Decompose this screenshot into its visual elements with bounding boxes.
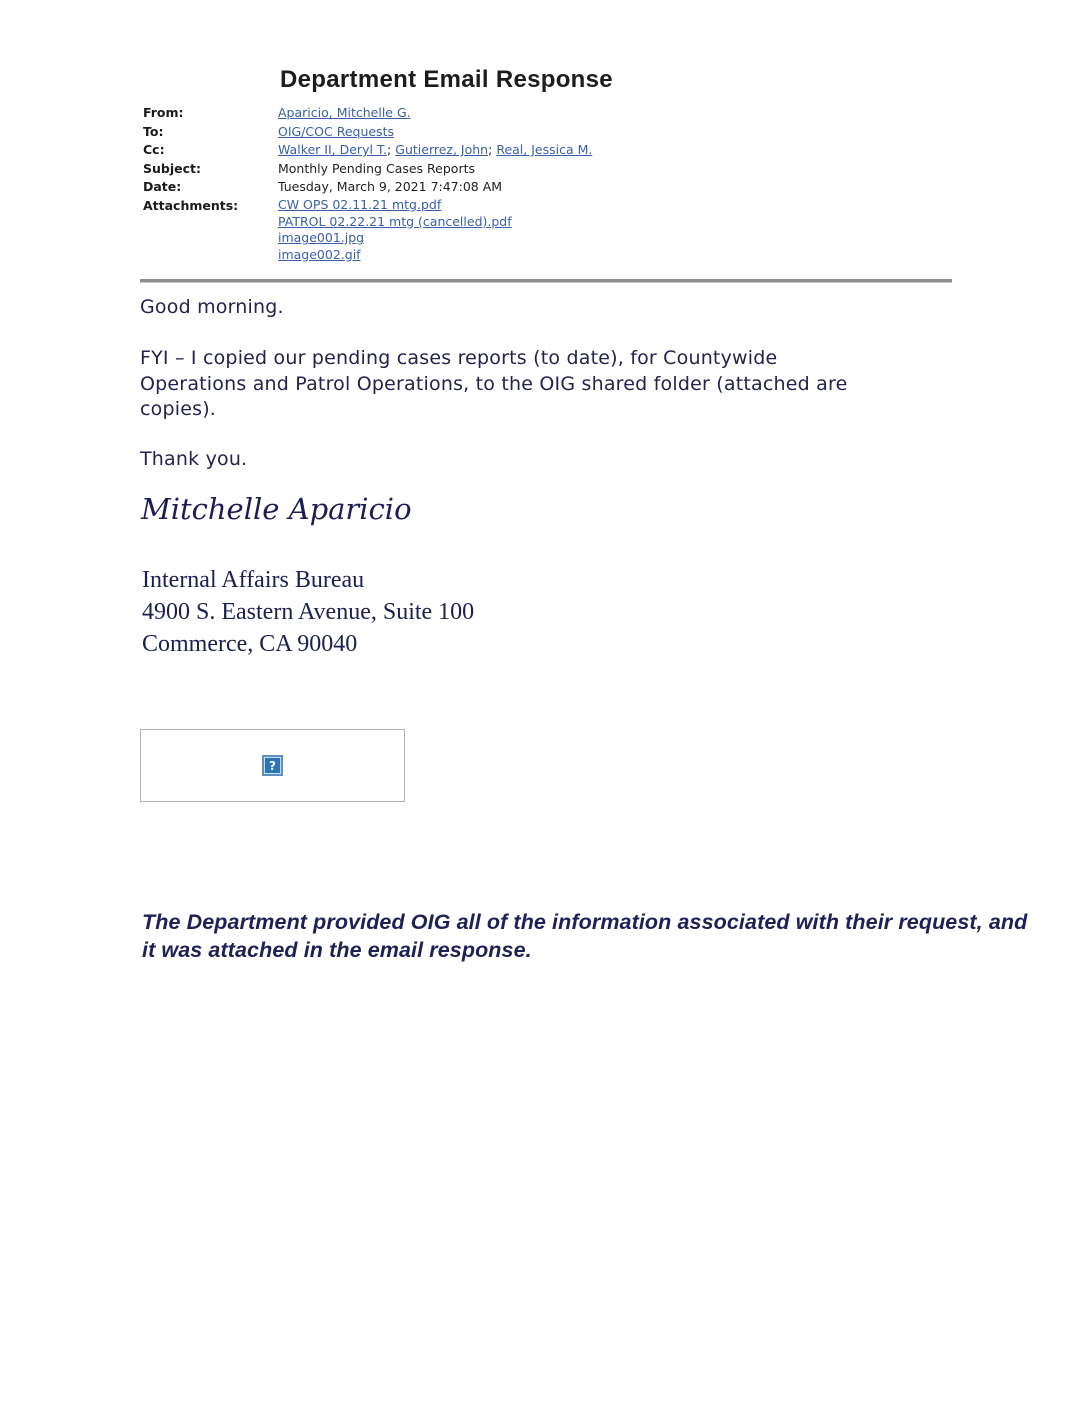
attachment-link-3[interactable]: image001.jpg [278, 230, 365, 246]
annotation-note-line: The Department provided OIG all of the information associated with their request, and [142, 910, 1028, 934]
signature-name: Mitchelle Aparicio [141, 492, 412, 526]
attachment-link-2[interactable]: PATROL 02.22.21 mtg (cancelled).pdf [278, 213, 512, 229]
attachment-item [278, 197, 923, 214]
cc-label: Cc: [143, 142, 165, 158]
signature-address-line1: 4900 S. Eastern Avenue, Suite 100 [142, 599, 475, 625]
attachment-link-4[interactable]: image002.gif [278, 246, 361, 262]
signature-org: Internal Affairs Bureau [142, 567, 365, 593]
date-label: Date: [143, 179, 182, 195]
to-value [278, 123, 923, 142]
attachment-list [278, 197, 923, 263]
attachments-label: Attachments: [143, 197, 239, 213]
header-row-cc [143, 141, 923, 160]
greeting-text: Good morning. [140, 296, 284, 318]
header-row-date [143, 178, 923, 197]
attachment-item [278, 230, 923, 247]
header-row-to [143, 123, 923, 142]
cc-value [278, 141, 923, 160]
cc-separator: ; [488, 142, 493, 158]
from-contact-link[interactable]: Aparicio, Mitchelle G. [278, 105, 411, 120]
from-label: From: [143, 105, 184, 120]
header-divider [140, 279, 952, 283]
cc-contact-link-1[interactable]: Walker II, Deryl T. [278, 142, 388, 158]
to-label: To: [143, 123, 164, 139]
header-row-subject [143, 160, 923, 179]
closing-text: Thank you. [140, 448, 248, 470]
email-header [143, 104, 923, 263]
attachment-item [278, 214, 923, 231]
header-row-from [143, 104, 923, 123]
annotation-note [142, 908, 1027, 964]
broken-image-icon: ? [262, 755, 283, 776]
cc-contact-link-2[interactable]: Gutierrez, John [395, 142, 489, 158]
body-paragraph [140, 346, 847, 423]
body-paragraph-line: FYI – I copied our pending cases reports (to date), for Countywide [140, 347, 778, 369]
date-value: Tuesday, March 9, 2021 7:47:08 AM [278, 179, 503, 195]
body-paragraph-line: copies). [140, 398, 217, 420]
body-paragraph-line: Operations and Patrol Operations, to the OIG shared folder (attached are [140, 372, 848, 395]
document-title: Department Email Response [280, 66, 613, 93]
attachment-link-1[interactable]: CW OPS 02.11.21 mtg.pdf [278, 196, 442, 212]
signature-address-line2: Commerce, CA 90040 [142, 631, 358, 657]
header-row-attachments [143, 197, 923, 263]
broken-image-placeholder [140, 729, 405, 802]
subject-value: Monthly Pending Cases Reports [278, 160, 475, 176]
subject-label: Subject: [143, 160, 201, 176]
from-value [278, 104, 923, 123]
cc-contact-link-3[interactable]: Real, Jessica M. [496, 142, 593, 158]
cc-separator: ; [387, 142, 392, 158]
annotation-note-line: it was attached in the email response. [142, 938, 532, 962]
to-contact-link[interactable]: OIG/COC Requests [278, 123, 394, 139]
signature-block [142, 564, 474, 660]
attachment-item [278, 247, 923, 264]
